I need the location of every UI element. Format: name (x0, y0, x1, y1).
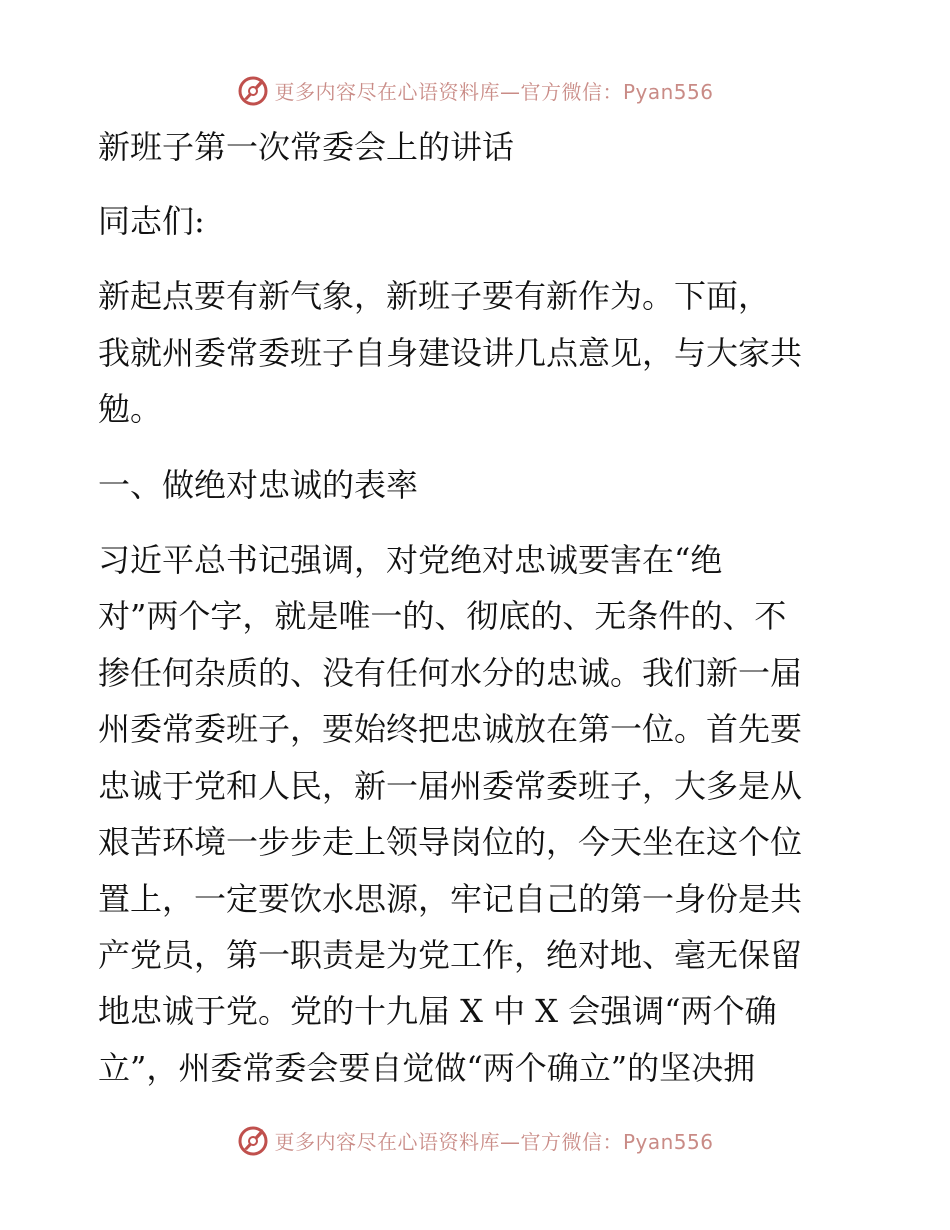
body-line: 习近平总书记强调，对党绝对忠诚要害在“绝 (98, 541, 723, 579)
body-line: 掺任何杂质的、没有任何水分的忠诚。我们新一届 (98, 654, 803, 692)
watermark-text: 更多内容尽在心语资料库—官方微信：Pyan556 (274, 1129, 714, 1154)
body-line: 产党员，第一职责是为党工作，绝对地、毫无保留 (98, 936, 803, 974)
watermark-text: 更多内容尽在心语资料库—官方微信：Pyan556 (274, 79, 714, 104)
salutation: 同志们: (98, 202, 205, 240)
body-line: 忠诚于党和人民，新一届州委常委班子，大多是从 (98, 767, 803, 805)
body-line: 地忠诚于党。党的十九届 X 中 X 会强调“两个确 (98, 992, 777, 1030)
body-line: 对”两个字，就是唯一的、彻底的、无条件的、不 (98, 597, 787, 635)
intro-line: 新起点要有新气象，新班子要有新作为。下面， (98, 277, 771, 315)
intro-line: 勉。 (98, 390, 163, 428)
body-line: 立”，州委常委会要自觉做“两个确立”的坚决拥 (98, 1049, 756, 1087)
watermark-banner-bottom (0, 1120, 950, 1160)
document-title: 新班子第一次常委会上的讲话 (98, 128, 515, 166)
body-line: 州委常委班子，要始终把忠诚放在第一位。首先要 (98, 710, 803, 748)
body-line: 艰苦环境一步步走上领导岗位的，今天坐在这个位 (98, 823, 803, 861)
body-line: 置上，一定要饮水思源，牢记自己的第一身份是共 (98, 880, 803, 918)
watermark-banner-top (0, 70, 950, 110)
intro-line: 我就州委常委班子自身建设讲几点意见，与大家共 (98, 334, 803, 372)
quill-pen-logo-icon (236, 1123, 270, 1157)
section-heading: 一、做绝对忠诚的表率 (98, 466, 419, 504)
quill-pen-logo-icon (236, 73, 270, 107)
